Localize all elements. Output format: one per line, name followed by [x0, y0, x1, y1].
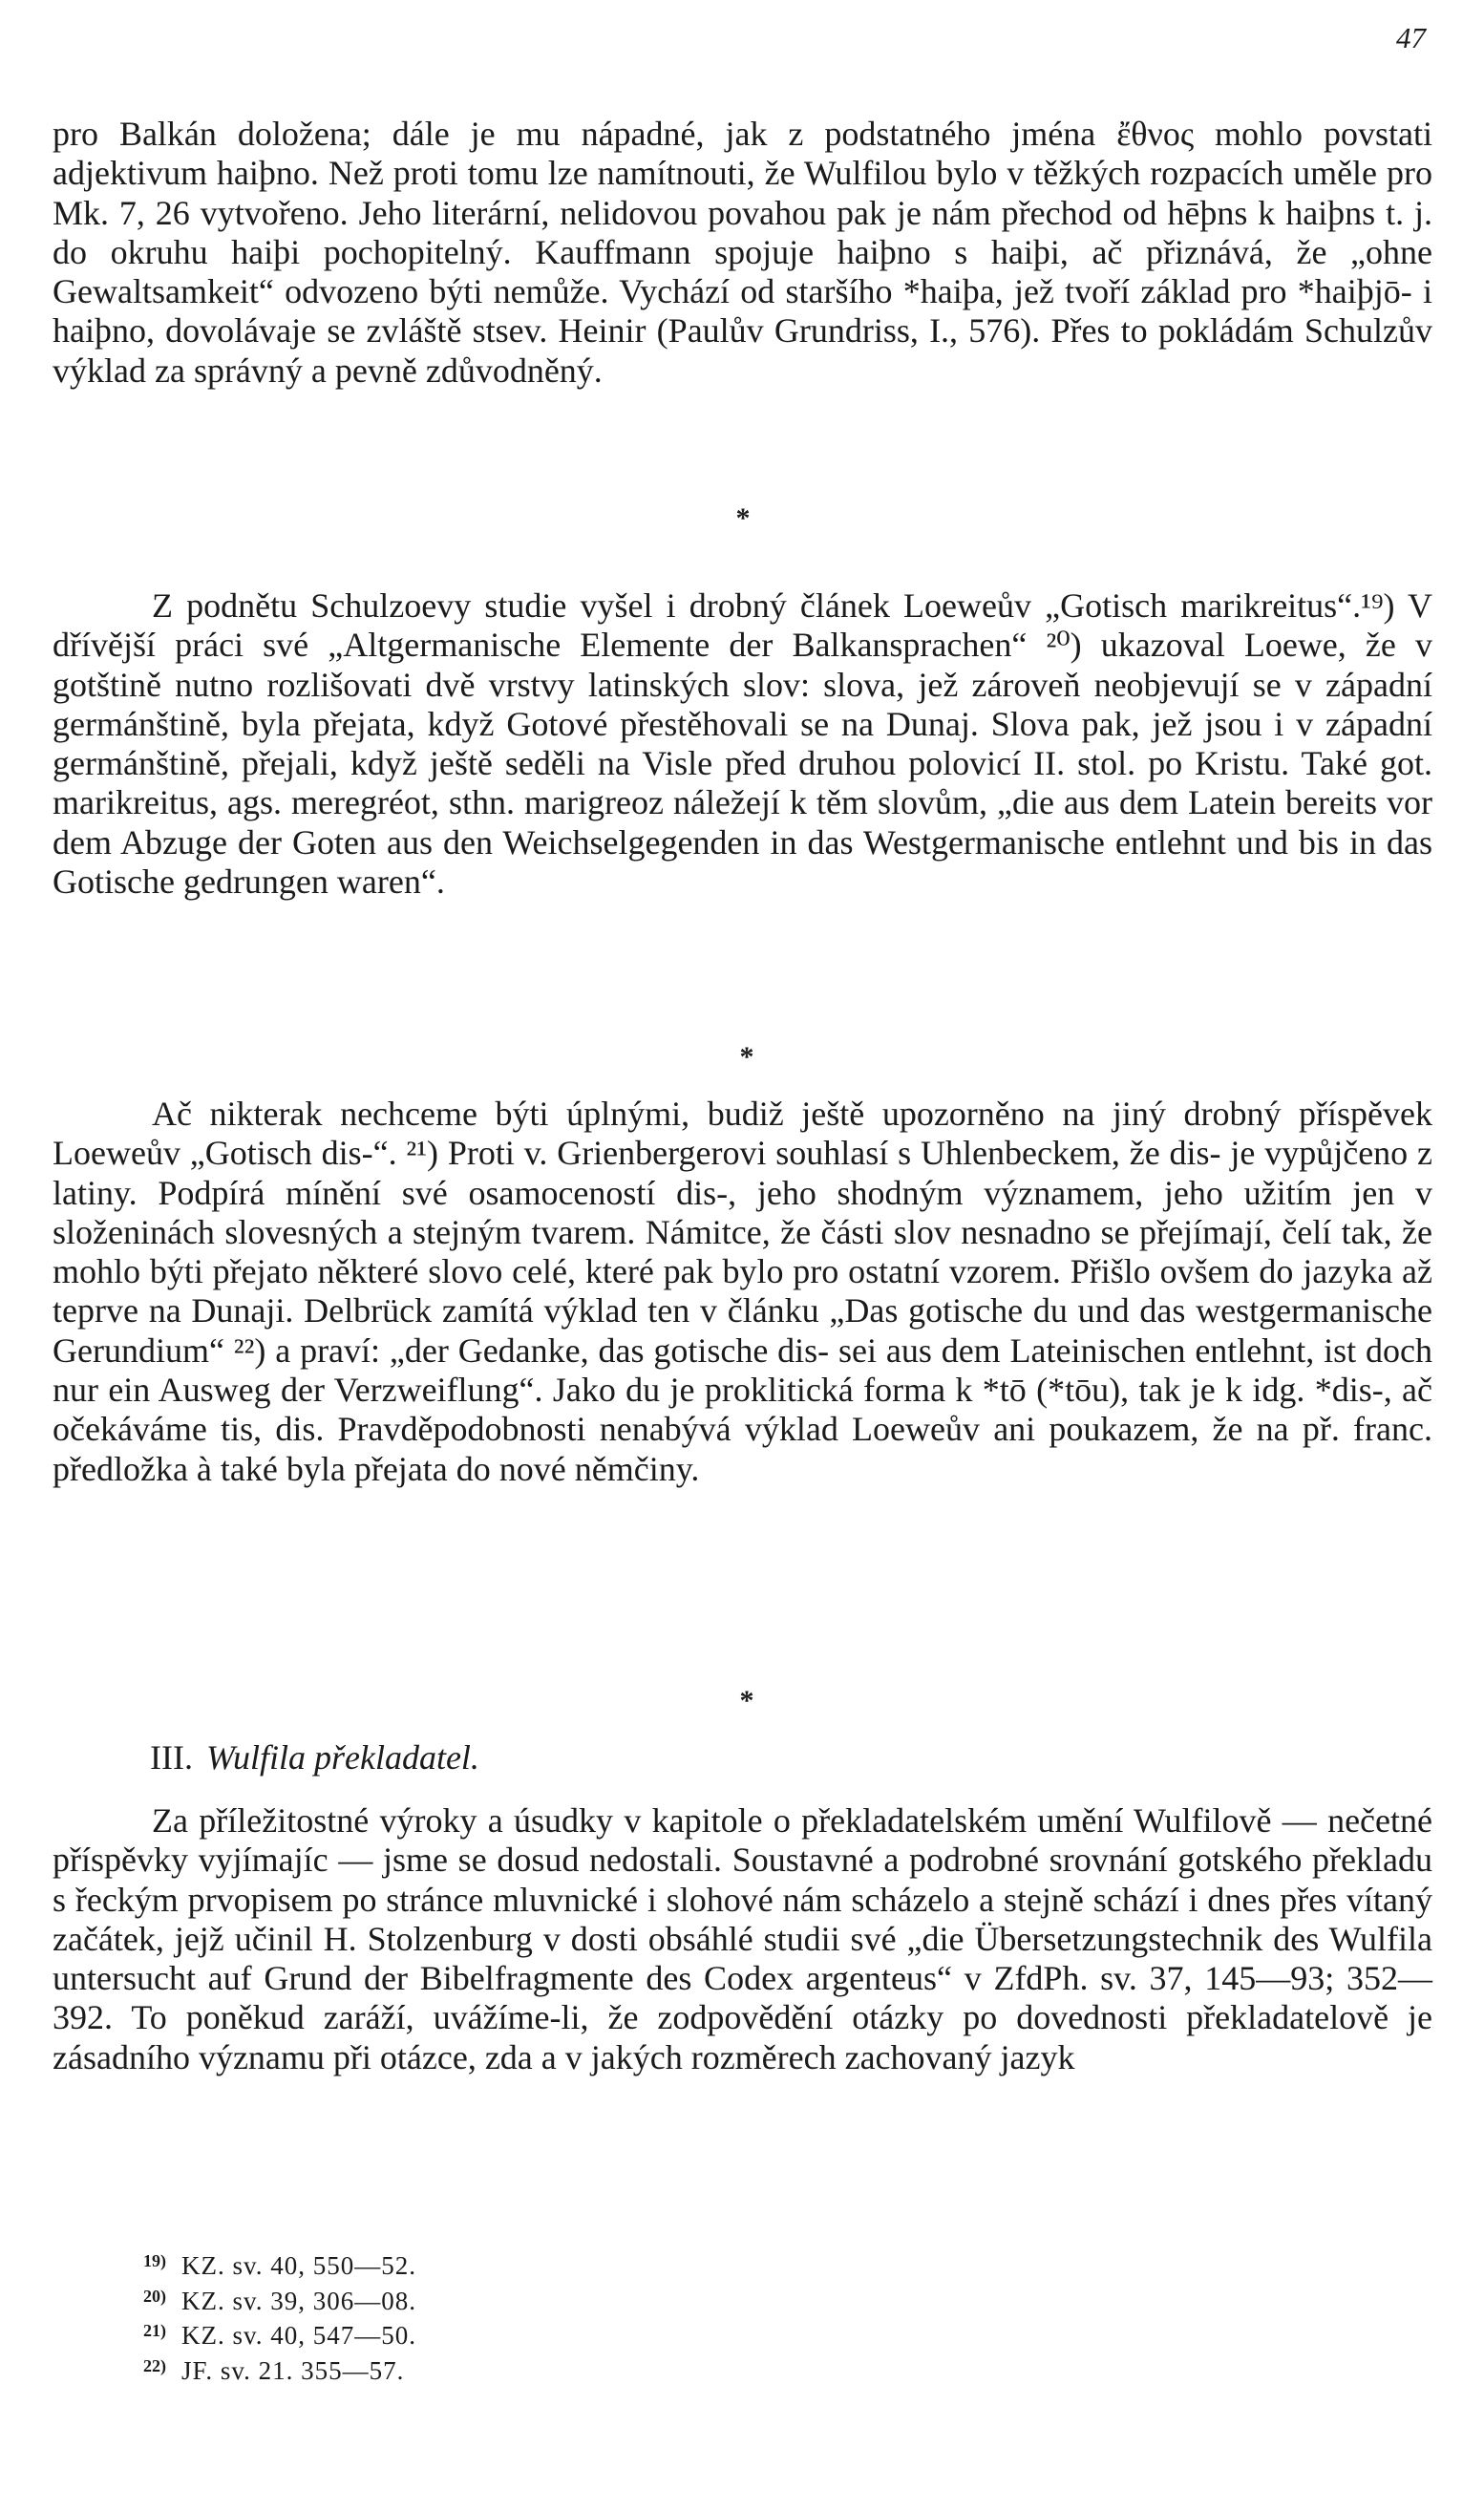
footnote-text: KZ. sv. 40, 547—50.: [181, 2321, 416, 2350]
section-title: Wulfila překladatel.: [205, 1738, 479, 1777]
footnote: [143, 2316, 416, 2352]
section-number: III.: [150, 1738, 193, 1777]
paragraph-continuation: pro Balkán doložena; dále je mu nápadné, jak z podstatného jména ἔθνος mohlo povstati adjektivum haiþno. Než proti tomu lze namítnouti, že Wulfilou bylo v těžkých rozpacích uměle pro Mk. 7, 26 vytvořeno. Jeho literární, nelidovou povahou pak je nám přechod od hēþns k haiþns t. j. do okruhu haiþi pochopitelný. Kauffmann spojuje haiþno s haiþi, ač přiznává, že „ohne Gewaltsamkeit“ odvozeno býti nemůže. Vychází od staršího *haiþa, jež tvoří základ pro *haiþjō- i haiþno, dovolávaje se zvláště stsev. Heinir (Paulův Grundriss, I., 576). Přes to pokládám Schulzův výklad za správný a pevně zdůvodněný.: [53, 115, 1432, 390]
footnote-mark: 22): [143, 2355, 166, 2375]
footnote-text: JF. sv. 21. 355—57.: [181, 2355, 405, 2385]
section-separator-star: *: [735, 502, 751, 534]
footnote-text: KZ. sv. 39, 306—08.: [181, 2286, 416, 2315]
page-number: 47: [1396, 21, 1426, 54]
section-separator-star: *: [739, 1041, 754, 1073]
footnote-text: KZ. sv. 40, 550—52.: [181, 2251, 416, 2280]
section-heading: [150, 1736, 479, 1778]
paragraph-wulfila-translator: Za příležitostné výroky a úsudky v kapitole o překladatelském umění Wulfilově — nečetné příspěvky vyjímajíc — jsme se dosud nedostali. Soustavné a podrobné srovnání gotského překladu s řeckým prvopisem po stránce mluvnické i slohové nám scházelo a stejně schází i dnes přes vítaný začátek, jejž učinil H. Stolzenburg v dosti obsáhlé studii své „die Übersetzungstechnik des Wulfila untersucht auf Grund der Bibelfragmente des Codex argenteus“ v ZfdPh. sv. 37, 145—93; 352—392. To poněkud zaráží, uvážíme-li, že zodpovědění otázky po dovednosti překladatelově je zásadního významu při otázce, zda a v jakých rozměrech zachovaný jazyk: [53, 1801, 1432, 2076]
section-separator-star: *: [739, 1685, 754, 1716]
footnote-mark: 21): [143, 2321, 166, 2340]
paragraph-loewe-marikreitus: Z podnětu Schulzoevy studie vyšel i drobný článek Loeweův „Gotisch marikreitus“.¹⁹) V dřívější práci své „Altgermanische Elemente der Balkansprachen“ ²⁰) ukazoval Loewe, že v gotštině nutno rozlišovati dvě vrstvy latinských slov: slova, jež zároveň neobjevují se v západní germánštině, byla přejata, když Gotové přestěhovali se na Dunaj. Slova pak, jež jsou i v západní germánštině, přejali, když ještě seděli na Visle před druhou polovicí II. stol. po Kristu. Také got. marikreitus, ags. meregréot, sthn. marigreoz náležejí k těm slovům, „die aus dem Latein bereits vor dem Abzuge der Goten aus den Weichselgegenden in das Westgermanische entlehnt und bis in das Gotische gedrungen waren“.: [53, 586, 1432, 902]
paragraph-loewe-dis: Ač nikterak nechceme býti úplnými, budiž ještě upozorněno na jiný drobný příspěvek Loeweův „Gotisch dis-“. ²¹) Proti v. Grienbergerovi souhlasí s Uhlenbeckem, že dis- je vypůjčeno z latiny. Podpírá mínění své osamoceností dis-, jeho shodným významem, jeho užitím jen v složeninách slovesných a stejným tvarem. Námitce, že části slov nesnadno se přejímají, čelí tak, že mohlo býti přejato některé slovo celé, které pak bylo pro ostatní vzorem. Přišlo ovšem do jazyka až teprve na Dunaji. Delbrück zamítá výklad ten v článku „Das gotische du und das westgermanische Gerundium“ ²²) a praví: „der Gedanke, das gotische dis- sei aus dem Lateinischen entlehnt, ist doch nur ein Ausweg der Verzweiflung“. Jako du je proklitická forma k *tō (*tōu), tak je k idg. *dis-, ač očekáváme tis, dis. Pravděpodobnosti nenabývá výklad Loeweův ani poukazem, že na př. franc. předložka à také byla přejata do nové němčiny.: [53, 1095, 1432, 1488]
footnote: [143, 2246, 416, 2282]
footnote-mark: 19): [143, 2251, 166, 2270]
footnote: [143, 2282, 416, 2317]
footnote-mark: 20): [143, 2286, 166, 2306]
footnotes: [143, 2246, 416, 2386]
footnote: [143, 2352, 416, 2387]
